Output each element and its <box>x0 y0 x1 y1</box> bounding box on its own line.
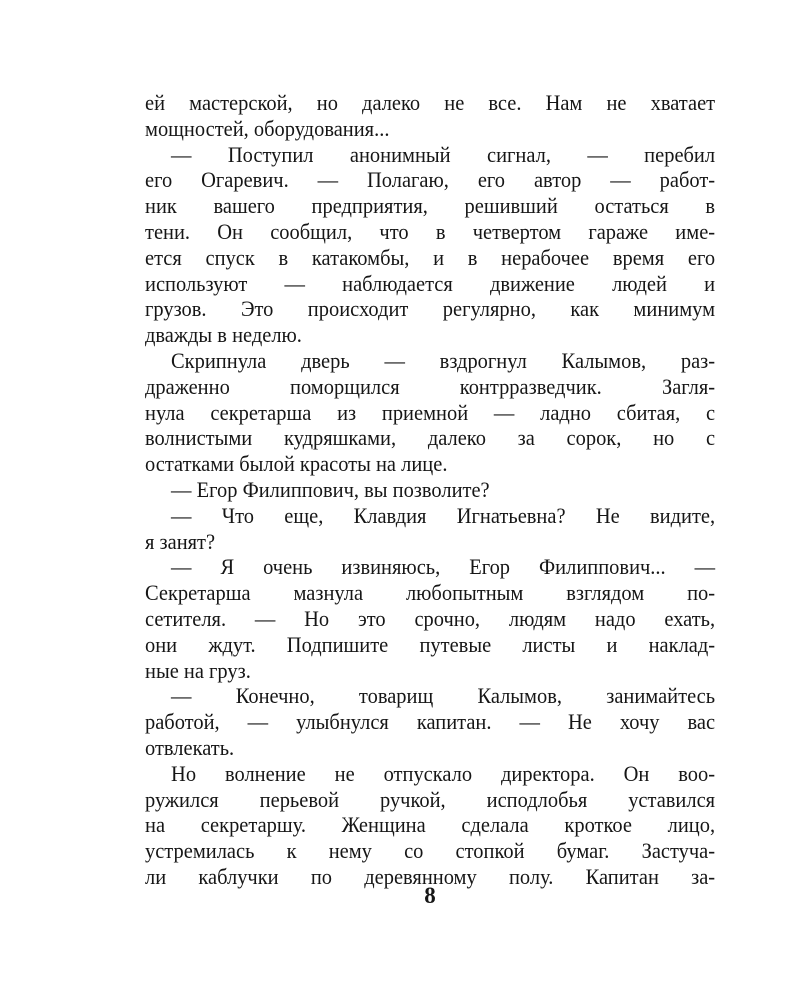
text-line: нула секретарша из приемной — ладно сбитая, с <box>145 399 716 425</box>
text-line: они ждут. Подпишите путевые листы и наклад- <box>145 631 716 657</box>
text-line: ружился перьевой ручкой, исподлобья уставился <box>145 786 716 812</box>
text-line: волнистыми кудряшками, далеко за сорок, но с <box>145 425 716 451</box>
text-line: ли каблучки по деревянному полу. Капитан за- <box>145 863 716 889</box>
text-line: мощностей, оборудования... <box>145 115 390 141</box>
text-line: устремилась к нему со стопкой бумаг. Застуча- <box>145 838 716 864</box>
text-line: — Я очень извиняюсь, Егор Филиппович... — <box>171 554 716 580</box>
text-line: на секретаршу. Женщина сделала кроткое лицо, <box>145 812 716 838</box>
text-line: ник вашего предприятия, решивший остаться в <box>145 193 716 219</box>
text-line: — Поступил анонимный сигнал, — перебил <box>171 141 716 167</box>
page-number: 8 <box>424 883 436 908</box>
text-line: — Егор Филиппович, вы позволите? <box>171 476 490 502</box>
text-line: драженно поморщился контрразведчик. Загля- <box>145 373 716 399</box>
text-line: ей мастерской, но далеко не все. Нам не хватает <box>145 90 716 115</box>
text-line: грузов. Это происходит регулярно, как минимум <box>145 296 716 322</box>
text-line: ные на груз. <box>145 657 251 683</box>
text-line: используют — наблюдается движение людей и <box>145 270 716 296</box>
text-line: — Что еще, Клавдия Игнатьевна? Не видите, <box>171 502 716 528</box>
text-line: тени. Он сообщил, что в четвертом гараже име- <box>145 218 716 244</box>
text-line: отвлекать. <box>145 734 235 760</box>
text-line: Секретарша мазнула любопытным взглядом по- <box>145 580 716 606</box>
text-line: сетителя. — Но это срочно, людям надо ехать, <box>145 605 716 631</box>
text-line: ется спуск в катакомбы, и в нерабочее время его <box>145 244 716 270</box>
text-line: я занят? <box>145 528 216 554</box>
text-line: Но волнение не отпускало директора. Он воо- <box>171 760 716 786</box>
text-line: — Конечно, товарищ Калымов, занимайтесь <box>171 683 716 709</box>
text-line: его Огаревич. — Полагаю, его автор — работ- <box>145 167 716 193</box>
body-text <box>145 90 715 890</box>
text-line: работой, — улыбнулся капитан. — Не хочу вас <box>145 709 716 735</box>
text-line: дважды в неделю. <box>145 322 302 348</box>
text-line: Скрипнула дверь — вздрогнул Калымов, раз- <box>171 347 716 373</box>
text-line: остатками былой красоты на лице. <box>145 451 448 477</box>
